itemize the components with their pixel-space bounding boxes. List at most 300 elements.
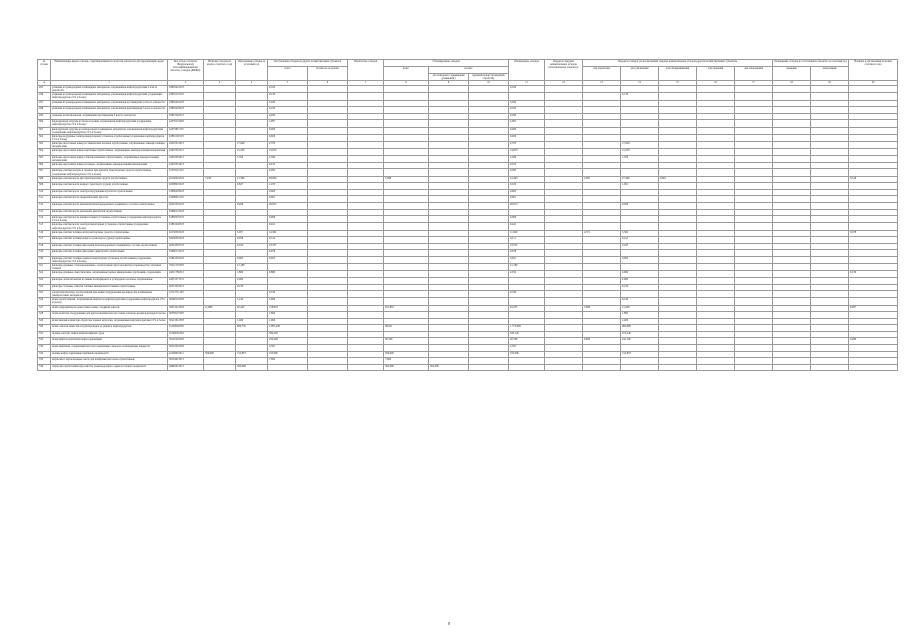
waste-name: эмульсии и эмульсионные смеси для шлифовки металлов отработанные (51, 358, 168, 365)
value-cell (811, 169, 849, 176)
value-cell (621, 86, 659, 93)
value-cell (773, 176, 811, 183)
value-cell (348, 169, 384, 176)
value-cell (384, 223, 429, 230)
value-cell (697, 209, 735, 216)
value-cell (469, 100, 509, 107)
value-cell (811, 271, 849, 278)
row-number: 308 (38, 176, 51, 183)
stock-end (849, 100, 898, 107)
value-cell (469, 169, 509, 176)
value-cell (811, 277, 849, 284)
value-cell (348, 312, 384, 319)
value-cell: 21,476 (621, 149, 659, 156)
header-place-burial: захоронение (811, 67, 849, 81)
value-cell (236, 169, 268, 176)
value-cell (811, 127, 849, 134)
stock-start (204, 107, 236, 114)
value-cell (697, 176, 735, 183)
stock-end (849, 250, 898, 257)
value-cell (545, 284, 583, 291)
value-cell (773, 237, 811, 244)
stock-start: 11,880 (204, 305, 236, 312)
value-cell (583, 189, 621, 196)
waste-name: фильтры очистки масла компрессорных установок отработанные (содержание нефтепродуктов 15% и более) (51, 216, 168, 223)
value-cell (773, 305, 811, 312)
value-cell (621, 358, 659, 365)
value-cell: 0,020 (268, 134, 308, 141)
value-cell: 0,283 (268, 169, 308, 176)
value-cell (735, 230, 773, 237)
value-cell (811, 331, 849, 338)
fkko-code: 91830201523 (168, 216, 204, 223)
table-row (38, 271, 898, 278)
stock-start (204, 291, 236, 298)
value-cell: 3,020 (509, 100, 545, 107)
table-row (38, 358, 898, 365)
value-cell (811, 113, 849, 120)
stock-start (204, 216, 236, 223)
table-row (38, 351, 898, 358)
value-cell (469, 149, 509, 156)
waste-name: упаковка из разнородных полимерных материалов, загрязненная нефтепродуктами 3 класса опасности (51, 86, 168, 93)
fkko-code: 43819423523 (168, 107, 204, 114)
fkko-code: 44310301613 (168, 155, 204, 162)
waste-name: фильтры очистки топлива дизельной железнодорожного подвижного состава отработанные (51, 243, 168, 250)
value-cell (545, 351, 583, 358)
stock-end (849, 162, 898, 169)
value-cell (773, 149, 811, 156)
value-cell (811, 243, 849, 250)
value-cell (545, 305, 583, 312)
stock-start (204, 141, 236, 148)
value-cell (469, 196, 509, 203)
value-cell: 0,002 (236, 256, 268, 263)
value-cell (348, 364, 384, 371)
table-row (38, 345, 898, 352)
value-cell: 259,269 (268, 338, 308, 345)
row-number: 325 (38, 291, 51, 298)
stock-end (849, 358, 898, 365)
value-cell (469, 291, 509, 298)
value-cell (545, 325, 583, 332)
value-cell: 1,800 (236, 271, 268, 278)
value-cell (545, 216, 583, 223)
value-cell (308, 364, 348, 371)
value-cell (509, 209, 545, 216)
header-transfer-processing: для обработки (583, 67, 621, 81)
value-cell (659, 107, 697, 114)
value-cell (583, 196, 621, 203)
row-number: 309 (38, 183, 51, 190)
value-cell: 362,000 (429, 364, 469, 371)
waste-name: фильтры рукавные стекловолоконные, отработанные при газоочистке в производстве латунных сплавов (51, 264, 168, 271)
header-stock-start: Наличие отходов на начало отчетного года (204, 60, 236, 81)
value-cell: 21,566 (236, 176, 268, 183)
value-cell (545, 237, 583, 244)
value-cell (773, 93, 811, 100)
value-cell (384, 155, 429, 162)
value-cell (811, 237, 849, 244)
row-number: 332 (38, 338, 51, 345)
value-cell (583, 183, 621, 190)
value-cell: 2,371 (583, 230, 621, 237)
value-cell (348, 338, 384, 345)
value-cell (697, 155, 735, 162)
value-cell: 1,800 (621, 312, 659, 319)
column-number: 3 (204, 81, 236, 86)
table-row (38, 338, 898, 345)
value-cell (308, 250, 348, 257)
value-cell (697, 277, 735, 284)
value-cell (308, 216, 348, 223)
value-cell (773, 134, 811, 141)
value-cell (659, 120, 697, 127)
value-cell (236, 358, 268, 365)
value-cell (348, 149, 384, 156)
value-cell: 1,356 (621, 155, 659, 162)
waste-name: фильтры очистки воздуха в гаражах при ремонте транспортных средств отработанные (содержание нефтепродуктов 15% и более) (51, 169, 168, 176)
value-cell (773, 345, 811, 352)
value-cell (735, 237, 773, 244)
value-cell (697, 338, 735, 345)
stock-end: 0,280 (849, 338, 898, 345)
value-cell (469, 93, 509, 100)
stock-end (849, 134, 898, 141)
table-row (38, 189, 898, 196)
value-cell (659, 196, 697, 203)
value-cell (308, 256, 348, 263)
value-cell (308, 189, 348, 196)
column-number: 13 (583, 81, 621, 86)
fkko-code: 36122201393 (168, 345, 204, 352)
value-cell (583, 113, 621, 120)
stock-start (204, 149, 236, 156)
value-cell (697, 256, 735, 263)
value-cell: 27,496 (621, 176, 659, 183)
value-cell (348, 325, 384, 332)
value-cell (545, 107, 583, 114)
value-cell (384, 169, 429, 176)
waste-name: хлористый метилен, отработанный при мойке оборудования производства полимерных лакокрасочных материалов (51, 291, 168, 298)
value-cell: 2,567 (268, 345, 308, 352)
table-row (38, 256, 898, 263)
value-cell: 0,100 (268, 107, 308, 114)
value-cell: 2,981 (583, 176, 621, 183)
value-cell (811, 203, 849, 210)
row-number: 317 (38, 237, 51, 244)
value-cell (773, 271, 811, 278)
value-cell (735, 331, 773, 338)
row-number: 327 (38, 305, 51, 312)
value-cell: 0,006 (268, 216, 308, 223)
value-cell: 0,019 (509, 183, 545, 190)
header-recycling: для повторного применения (рециклинг) (429, 74, 469, 81)
value-cell: 7,098 (384, 176, 429, 183)
value-cell (348, 305, 384, 312)
value-cell (659, 134, 697, 141)
value-cell (583, 141, 621, 148)
value-cell (469, 155, 509, 162)
value-cell (773, 312, 811, 319)
value-cell (735, 277, 773, 284)
value-cell (659, 149, 697, 156)
value-cell (697, 312, 735, 319)
header-transfer-group: Передача отходов (за исключением твердых коммунальных отходов) другим хозяйствующим субъектам (583, 60, 773, 67)
waste-name: упаковка полиэтиленовая, загрязненная пестицидами 3 класса опасности (51, 113, 168, 120)
fkko-code: 40290101293 (168, 298, 204, 305)
stock-end (849, 237, 898, 244)
stock-start (204, 196, 236, 203)
value-cell (308, 345, 348, 352)
value-cell (429, 338, 469, 345)
value-cell: 0,206 (236, 203, 268, 210)
value-cell (429, 155, 469, 162)
value-cell: 0,021 (509, 256, 545, 263)
value-cell (697, 162, 735, 169)
fkko-code: 36351221393 (168, 305, 204, 312)
value-cell (583, 149, 621, 156)
value-cell: 14,970 (268, 149, 308, 156)
value-cell (469, 358, 509, 365)
value-cell (545, 113, 583, 120)
waste-name: фильтры очистки масла водного транспорта (судов) отработанные (51, 183, 168, 190)
stock-end (849, 183, 898, 190)
stock-end (849, 291, 898, 298)
value-cell (621, 162, 659, 169)
value-cell: 2 987,448 (268, 325, 308, 332)
value-cell (469, 298, 509, 305)
value-cell (583, 203, 621, 210)
value-cell: 21,180 (236, 264, 268, 271)
value-cell (583, 331, 621, 338)
value-cell: 6,140 (621, 298, 659, 305)
stock-end (849, 223, 898, 230)
value-cell (429, 176, 469, 183)
value-cell: 152,853 (236, 351, 268, 358)
value-cell (735, 196, 773, 203)
value-cell (429, 358, 469, 365)
value-cell: 0,663 (268, 189, 308, 196)
value-cell (583, 155, 621, 162)
value-cell (773, 155, 811, 162)
value-cell (429, 284, 469, 291)
value-cell: 2,590 (268, 155, 308, 162)
table-row (38, 149, 898, 156)
stock-start (204, 155, 236, 162)
waste-name: фильтры очистки масла электрогенераторных установок отработанные (содержание нефтепродуктов 15% и более) (51, 223, 168, 230)
value-cell (545, 345, 583, 352)
waste-name: фильтры очистки масла электрооборудования агрегатов отработанные (51, 189, 168, 196)
value-cell (429, 264, 469, 271)
fkko-code: 44100001311 (168, 351, 204, 358)
waste-name: фильтрующая загрузка из разнородных полимерных материалов, загрязненная нефтепродуктами (содержание нефтепродуктов 15% и более) (51, 127, 168, 134)
value-cell (659, 305, 697, 312)
value-cell (348, 284, 384, 291)
value-cell (697, 364, 735, 371)
value-cell: 2,370 (268, 141, 308, 148)
value-cell (773, 250, 811, 257)
fkko-code: 92130301523 (168, 230, 204, 237)
stock-end (849, 345, 898, 352)
value-cell (773, 113, 811, 120)
stock-end (849, 127, 898, 134)
value-cell (659, 183, 697, 190)
fkko-code: 36121612393 (168, 318, 204, 325)
waste-name: упаковка из разнородных полимерных материалов, загрязненная нефтепродуктами (содержание нефтепродуктов 15% и более) (51, 93, 168, 100)
value-cell (735, 209, 773, 216)
value-cell (697, 141, 735, 148)
value-cell (735, 176, 773, 183)
value-cell (469, 345, 509, 352)
fkko-code: 44311781613 (168, 271, 204, 278)
value-cell: 1,233 (268, 183, 308, 190)
value-cell (469, 256, 509, 263)
value-cell (348, 196, 384, 203)
value-cell (583, 284, 621, 291)
value-cell (735, 298, 773, 305)
waste-report-table (37, 59, 898, 371)
value-cell (659, 189, 697, 196)
value-cell (545, 291, 583, 298)
value-cell (308, 183, 348, 190)
waste-name: шлам отработанный, загрязненный нефтью и нефтепродуктами (содержание нефтепродуктов 15% и более) (51, 298, 168, 305)
value-cell (429, 86, 469, 93)
value-cell: 0,013 (509, 162, 545, 169)
value-cell (697, 189, 735, 196)
value-cell (469, 331, 509, 338)
value-cell (811, 318, 849, 325)
value-cell (308, 209, 348, 216)
value-cell: 0,001 (659, 176, 697, 183)
value-cell (348, 155, 384, 162)
value-cell (545, 264, 583, 271)
value-cell (735, 284, 773, 291)
waste-name: фильтры очистки топлива водного транспорта (судов) отработанные (51, 237, 168, 244)
value-cell (348, 209, 384, 216)
value-cell (545, 189, 583, 196)
value-cell: 0,023 (268, 256, 308, 263)
value-cell (735, 318, 773, 325)
value-cell (659, 209, 697, 216)
value-cell (735, 271, 773, 278)
table-row (38, 318, 898, 325)
value-cell (545, 271, 583, 278)
value-cell: 0,001 (509, 196, 545, 203)
value-cell (236, 127, 268, 134)
value-cell (348, 277, 384, 284)
stock-start (204, 120, 236, 127)
value-cell: 3,020 (268, 100, 308, 107)
value-cell: 23,537 (509, 243, 545, 250)
column-number: 2 (168, 81, 204, 86)
value-cell (659, 155, 697, 162)
value-cell (469, 203, 509, 210)
waste-name: фильтры сетки вагонетки на линии полиэфирного и углеродного волокон, загрязненные (51, 277, 168, 284)
value-cell: 49,913 (268, 203, 308, 210)
table-row (38, 113, 898, 120)
value-cell (697, 243, 735, 250)
value-cell: 2,000 (621, 277, 659, 284)
column-number: 7 (348, 81, 384, 86)
value-cell (384, 93, 429, 100)
value-cell (429, 203, 469, 210)
table-row (38, 141, 898, 148)
value-cell: 48,654 (268, 176, 308, 183)
value-cell: 0,827 (236, 183, 268, 190)
value-cell: 0,460 (268, 127, 308, 134)
value-cell (697, 318, 735, 325)
value-cell (773, 358, 811, 365)
value-cell (697, 230, 735, 237)
value-cell (583, 312, 621, 319)
table-row (38, 127, 898, 134)
value-cell (429, 277, 469, 284)
value-cell (583, 162, 621, 169)
stock-start (204, 325, 236, 332)
value-cell (348, 230, 384, 237)
row-number: 328 (38, 312, 51, 319)
value-cell (659, 284, 697, 291)
value-cell (811, 305, 849, 312)
value-cell (509, 284, 545, 291)
fkko-code: 35211271603 (168, 264, 204, 271)
value-cell (308, 162, 348, 169)
value-cell (697, 284, 735, 291)
value-cell (429, 162, 469, 169)
value-cell (236, 338, 268, 345)
value-cell (697, 291, 735, 298)
value-cell (308, 141, 348, 148)
value-cell (811, 141, 849, 148)
value-cell (621, 264, 659, 271)
column-number: 18 (773, 81, 811, 86)
value-cell (773, 284, 811, 291)
stock-end (849, 256, 898, 263)
row-number: 302 (38, 134, 51, 141)
row-number: 295 (38, 86, 51, 93)
value-cell (583, 271, 621, 278)
value-cell (773, 216, 811, 223)
row-number: 316 (38, 230, 51, 237)
fkko-code: 44310351613 (168, 162, 204, 169)
value-cell (659, 264, 697, 271)
value-cell (659, 127, 697, 134)
value-cell (735, 127, 773, 134)
value-cell (545, 298, 583, 305)
value-cell (384, 264, 429, 271)
value-cell (429, 351, 469, 358)
value-cell (384, 149, 429, 156)
stock-start (204, 256, 236, 263)
value-cell: 241,160 (621, 338, 659, 345)
waste-name: шлам нефтеотделителей нефтесодержащий (51, 338, 168, 345)
value-cell (429, 345, 469, 352)
value-cell (384, 243, 429, 250)
value-cell (621, 250, 659, 257)
value-cell (659, 364, 697, 371)
stock-start (204, 223, 236, 230)
value-cell (811, 338, 849, 345)
stock-end (849, 364, 898, 371)
value-cell (735, 189, 773, 196)
value-cell (621, 100, 659, 107)
value-cell (659, 223, 697, 230)
value-cell (621, 345, 659, 352)
value-cell (545, 183, 583, 190)
value-cell (429, 271, 469, 278)
stock-start (204, 318, 236, 325)
